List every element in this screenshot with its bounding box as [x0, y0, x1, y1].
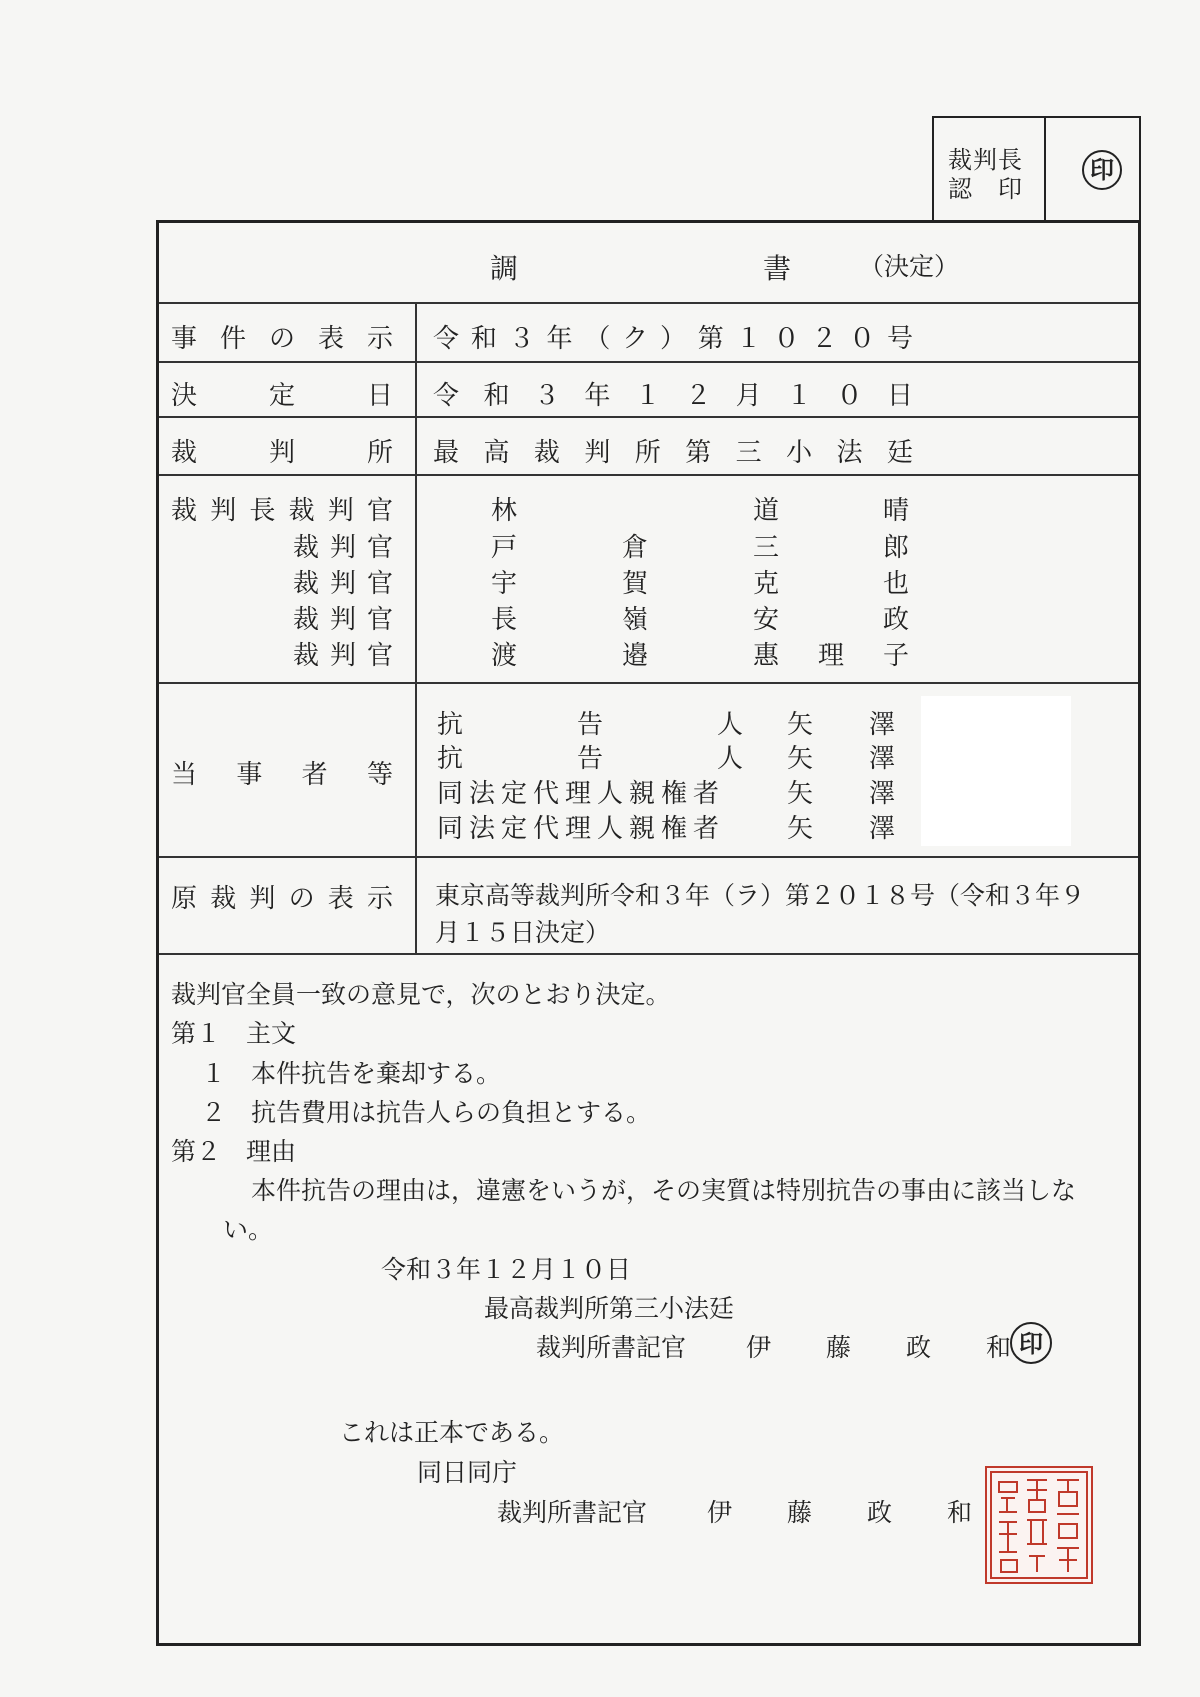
decision-date-row [159, 363, 1138, 418]
parties-list: 抗 告 人 矢 澤 抗 告 人 矢 澤 同法定代理人親権者 矢 澤 同法定代理人親権者 矢 澤 [421, 684, 1138, 856]
certification-signature: 裁判所書記官 伊 藤 政 和 [497, 1498, 973, 1527]
original-judgment-row [159, 858, 1138, 955]
section-1-item-2: ２ 抗告費用は抗告人らの負担とする。 [201, 1098, 652, 1127]
case-label: 事 件 の 表 示 [159, 304, 417, 361]
title-subtitle: （決定） [859, 252, 960, 281]
section-2-text-2: い。 [223, 1215, 274, 1244]
approval-stamp-box [932, 116, 1141, 220]
approval-label-line2: 認 印 [948, 175, 1023, 203]
court-label: 裁 判 所 [159, 418, 417, 474]
decision-date-value: 令 和 ３ 年 １ ２ 月 １ ０ 日 [433, 381, 913, 411]
title-row [159, 223, 1138, 304]
clerk-seal-icon: 印 [1010, 1322, 1052, 1364]
judges-names: 林 道 晴 戸 倉 三 郎 宇 賀 克 也 長 嶺 安 政 渡 邉 惠 理 子 [491, 496, 910, 671]
section-1-heading: 第１ 主文 [171, 1019, 297, 1048]
original-line-2: 月１５日決定） [435, 918, 611, 947]
case-row [159, 304, 1138, 363]
title-char-1: 調 [490, 252, 519, 285]
parties-row [159, 684, 1138, 858]
original-line-1: 東京高等裁判所令和３年（ラ）第２０１８号（令和３年９ [435, 881, 1086, 910]
document-frame [156, 220, 1141, 1646]
certification-text: これは正本である。 [339, 1418, 565, 1447]
clerk-title: 裁判所書記官 [536, 1333, 687, 1362]
case-number: 令 和 ３ 年 （ ク ） 第 １ ０ ２ ０ 号 [433, 324, 913, 354]
intro-text: 裁判官全員一致の意見で，次のとおり決定。 [171, 980, 671, 1009]
court-name-footer: 最高裁判所第三小法廷 [484, 1294, 735, 1323]
certification-same-day: 同日同庁 [417, 1458, 518, 1487]
court-row [159, 418, 1138, 476]
original-judgment-value [421, 858, 1138, 953]
judges-row [159, 476, 1138, 684]
clerk-signature: 裁判所書記官 伊 藤 政 和 印 [536, 1328, 1016, 1364]
decision-date-label: 決 定 日 [159, 363, 417, 416]
certification-clerk-title: 裁判所書記官 [497, 1498, 648, 1527]
court-value: 最 高 裁 判 所 第 三 小 法 廷 [433, 438, 913, 468]
parties-label: 当 事 者 等 [159, 684, 417, 856]
redaction-box [921, 696, 1071, 846]
judges-labels: 裁 判 長 裁 判 官 裁 判 官 裁 判 官 裁 判 官 裁 判 官 [159, 476, 417, 682]
approval-label-line1: 裁判長 [948, 146, 1023, 174]
section-2-text-1: 本件抗告の理由は，違憲をいうが，その実質は特別抗告の事由に該当しな [251, 1176, 1077, 1205]
title-char-2: 書 [763, 252, 792, 285]
decision-date-footer: 令和３年１２月１０日 [381, 1255, 632, 1284]
court-seal-graphic [987, 1468, 1091, 1582]
approval-seal-icon: 印 [1082, 150, 1122, 190]
approval-label [934, 118, 1046, 220]
court-seal-icon [985, 1466, 1093, 1584]
section-1-item-1: １ 本件抗告を棄却する。 [201, 1059, 502, 1088]
section-2-heading: 第２ 理由 [171, 1137, 297, 1166]
original-judgment-label: 原 裁 判 の 表 示 [159, 858, 417, 953]
